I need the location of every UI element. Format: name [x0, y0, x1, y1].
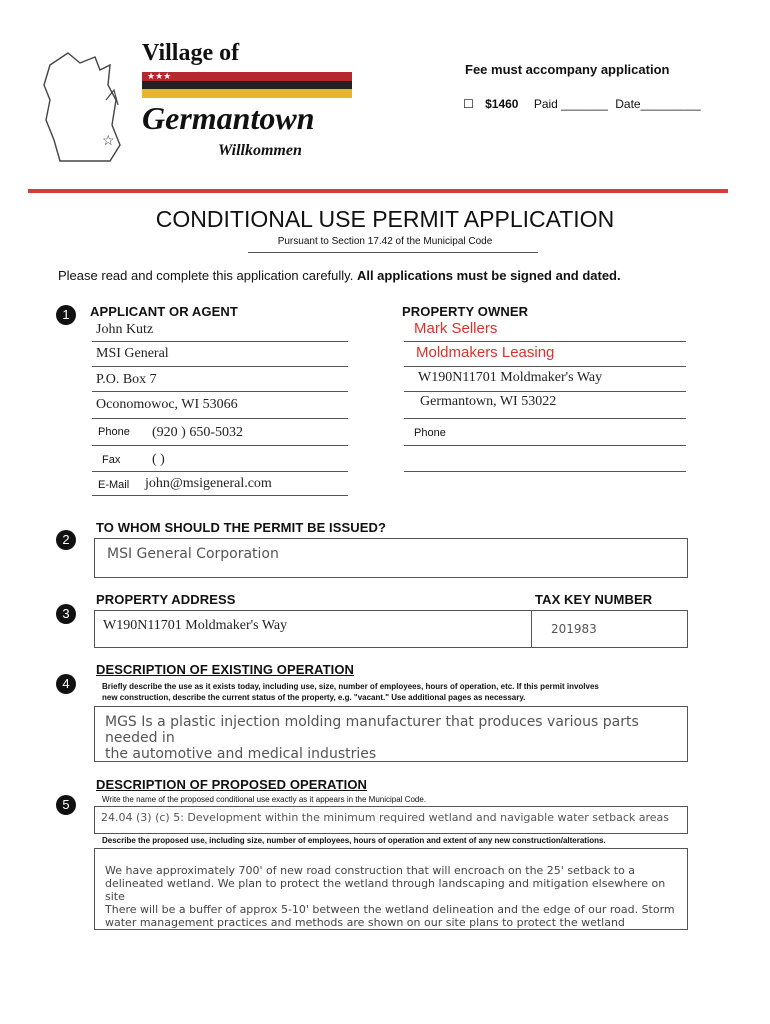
section-5-badge: 5	[56, 795, 76, 815]
tax-key-value: 201983	[551, 622, 597, 636]
fee-amount: $1460	[485, 97, 519, 111]
proposed-description-field[interactable]	[94, 848, 688, 930]
proposed-instructions-2: Describe the proposed use, including size, number of employees, hours of operation and extent of any new construction/alterations.	[102, 836, 606, 845]
property-address-field[interactable]	[94, 610, 688, 648]
proposed-operation-heading: DESCRIPTION OF PROPOSED OPERATION	[96, 777, 368, 792]
village-name: Germantown	[142, 100, 315, 136]
fee-checkbox[interactable]: ☐	[463, 97, 474, 111]
applicant-heading: APPLICANT OR AGENT	[90, 304, 238, 319]
section-1-badge: 1	[56, 305, 76, 325]
applicant-email[interactable]: john@msigeneral.com	[145, 476, 272, 491]
applicant-address1[interactable]: P.O. Box 7	[96, 372, 157, 387]
section-3-badge: 3	[56, 604, 76, 624]
proposed-description-line-4: water management practices and methods are shown on our site plans to protect the wetland	[105, 916, 625, 929]
section-4-badge: 4	[56, 674, 76, 694]
instructions	[58, 268, 621, 283]
owner-heading: PROPERTY OWNER	[402, 304, 529, 319]
subtitle-underline	[248, 252, 538, 253]
section-2-badge: 2	[56, 530, 76, 550]
instructions-bold: All applications must be signed and dated.	[356, 268, 621, 283]
owner-address1[interactable]: W190N11701 Moldmaker's Way	[418, 370, 603, 385]
fax-label: Fax	[102, 454, 121, 466]
property-address-heading: PROPERTY ADDRESS	[96, 592, 236, 607]
applicant-phone[interactable]: (920 ) 650-5032	[152, 425, 243, 440]
existing-instructions-2: new construction, describe the current status of the property, e.g. "vacant." Use additional pages as necessary.	[102, 693, 526, 702]
village-of-text: Village of	[142, 40, 240, 66]
property-address-value: W190N11701 Moldmaker's Way	[103, 618, 288, 633]
proposed-use-value: 24.04 (3) (c) 5: Development within the minimum required wetland and navigable water setback areas	[101, 811, 670, 824]
header-divider	[28, 189, 728, 193]
existing-operation-line-1: MGS Is a plastic injection molding manufacturer that produces various parts needed in	[105, 714, 639, 746]
date-field[interactable]: Date_________	[615, 97, 701, 111]
stars-icon: ★★★	[147, 71, 172, 81]
wisconsin-map-icon	[40, 45, 130, 165]
paid-field[interactable]: Paid _______	[533, 97, 608, 111]
email-label: E-Mail	[98, 479, 130, 491]
permit-issued-value: MSI General Corporation	[107, 546, 279, 562]
willkommen-text: Willkommen	[218, 142, 302, 159]
tax-key-heading: TAX KEY NUMBER	[535, 592, 653, 607]
form-title: CONDITIONAL USE PERMIT APPLICATION	[155, 206, 615, 232]
applicant-company[interactable]: MSI General	[96, 346, 169, 361]
owner-company[interactable]: Moldmakers Leasing	[416, 344, 555, 361]
proposed-description-line-1: We have approximately 700' of new road construction that will encroach on the 25' setback to a	[105, 864, 636, 877]
existing-operation-heading: DESCRIPTION OF EXISTING OPERATION	[96, 662, 355, 677]
permit-issued-field[interactable]	[94, 538, 688, 578]
proposed-description-line-3: There will be a buffer of approx 5-10' between the wetland delineation and the edge of our road. Storm	[105, 903, 675, 916]
svg-text:☆: ☆	[102, 132, 115, 148]
form-subtitle: Pursuant to Section 17.42 of the Municipal Code	[277, 236, 493, 247]
proposed-description-line-2: delineated wetland. We plan to protect the wetland through landscaping and mitigation elsewhere on site	[105, 877, 666, 903]
existing-operation-field[interactable]	[94, 706, 688, 762]
owner-name[interactable]: Mark Sellers	[414, 320, 498, 337]
applicant-name[interactable]: John Kutz	[96, 322, 154, 337]
instructions-regular: Please read and complete this application carefully.	[58, 268, 354, 283]
fee-notice: Fee must accompany application	[465, 62, 670, 77]
flag-stripes	[142, 72, 352, 98]
phone-label: Phone	[98, 426, 130, 438]
applicant-address2[interactable]: Oconomowoc, WI 53066	[96, 397, 238, 412]
permit-issued-heading: TO WHOM SHOULD THE PERMIT BE ISSUED?	[96, 520, 387, 535]
owner-phone-label: Phone	[414, 427, 446, 439]
existing-operation-line-2: the automotive and medical industries	[105, 746, 377, 762]
existing-instructions-1: Briefly describe the use as it exists today, including use, size, number of employees, hours of operation, etc. If this permit involves	[102, 682, 599, 691]
proposed-instructions-1: Write the name of the proposed conditional use exactly as it appears in the Municipal Code.	[102, 795, 427, 804]
proposed-use-field[interactable]	[94, 806, 688, 834]
owner-address2[interactable]: Germantown, WI 53022	[420, 394, 557, 409]
applicant-fax[interactable]: ( )	[152, 452, 165, 467]
fee-line	[463, 97, 701, 111]
